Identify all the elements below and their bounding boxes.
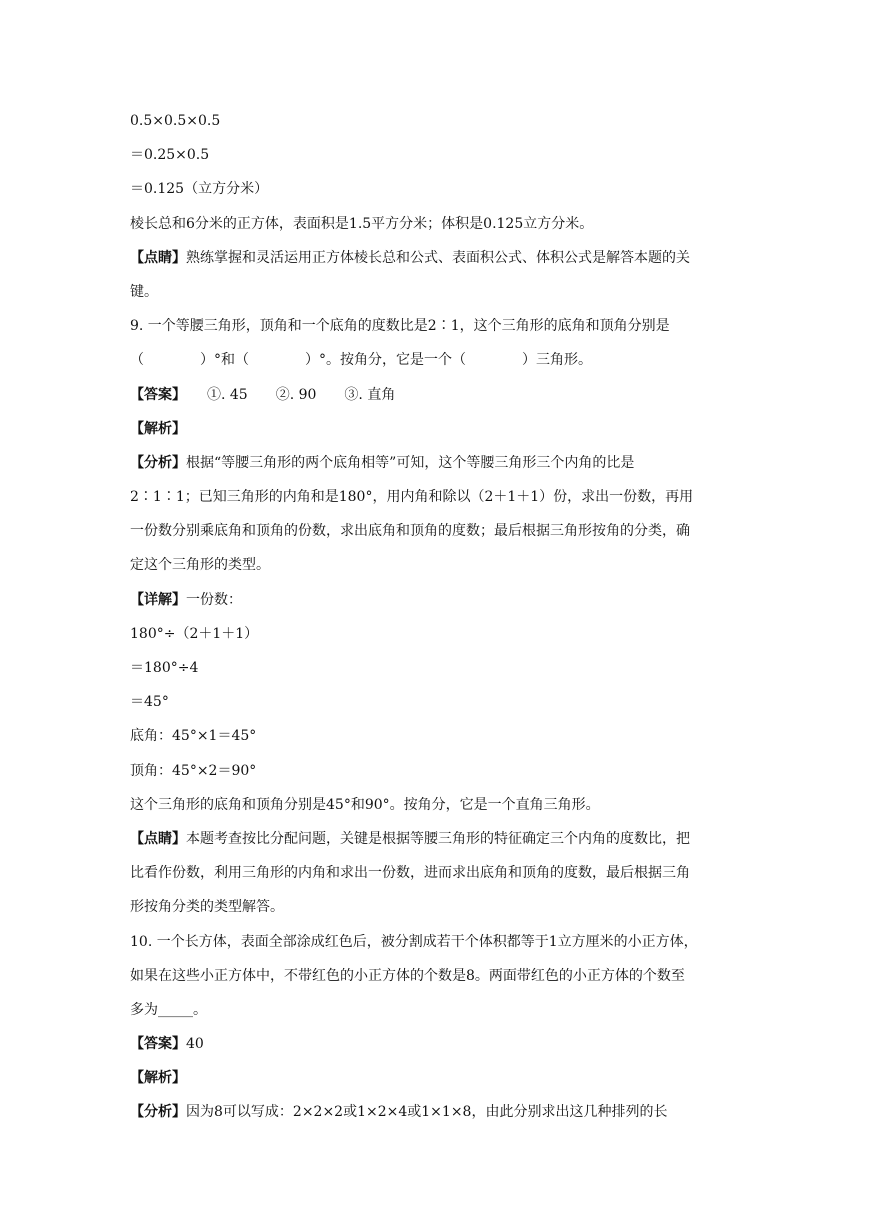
- line-text: 本题考查按比分配问题，关键是根据等腰三角形的特征确定三个内角的度数比，把: [186, 830, 690, 847]
- line-text: 键。: [130, 283, 158, 300]
- line-text: ＝0.125（立方分米）: [130, 181, 269, 198]
- text-line: [130, 788, 742, 822]
- line-text: 形按角分类的类型解答。: [130, 899, 284, 916]
- text-line: [130, 1061, 742, 1095]
- line-text: 一份数：: [186, 591, 242, 608]
- line-text: ①. 45 ②. 90 ③. 直角: [179, 386, 396, 403]
- text-line: [130, 172, 742, 206]
- text-line: [130, 207, 742, 241]
- line-text: 顶角：45°×2＝90°: [130, 762, 257, 779]
- line-text: ＝0.25×0.5: [130, 147, 210, 164]
- text-line: [130, 138, 742, 172]
- section-label: 【详解】: [130, 591, 186, 608]
- text-line: [130, 343, 742, 377]
- text-line: [130, 617, 742, 651]
- text-line: [130, 548, 742, 582]
- line-text: 40: [186, 1036, 204, 1053]
- line-text: 10. 一个长方体，表面全部涂成红色后，被分割成若干个体积都等于1立方厘米的小正方体，: [130, 933, 698, 950]
- text-line: [130, 822, 742, 856]
- line-text: 因为8可以写成：2×2×2或1×2×4或1×1×8，由此分别求出这几种排列的长: [186, 1104, 668, 1121]
- text-line: [130, 412, 742, 446]
- line-text: ＝45°: [130, 694, 169, 711]
- text-line: [130, 241, 742, 275]
- text-line: [130, 754, 742, 788]
- section-label: 【分析】: [130, 454, 186, 471]
- document-page: [130, 104, 742, 1130]
- line-text: 0.5×0.5×0.5: [130, 113, 221, 129]
- line-text: 根据“等腰三角形的两个底角相等”可知，这个等腰三角形三个内角的比是: [186, 454, 635, 471]
- line-text: 这个三角形的底角和顶角分别是45°和90°。按角分，它是一个直角三角形。: [130, 796, 600, 813]
- line-text: 定这个三角形的类型。: [130, 557, 270, 574]
- text-line: [130, 685, 742, 719]
- section-label: 【点睛】: [130, 249, 186, 266]
- line-text: 棱长总和6分米的正方体，表面积是1.5平方分米；体积是0.125立方分米。: [130, 215, 594, 232]
- line-text: （ ）°和（ ）°。按角分，它是一个（ ）三角形。: [130, 352, 592, 369]
- section-label: 【答案】: [130, 1036, 186, 1053]
- line-text: 180°÷（2＋1＋1）: [130, 625, 259, 642]
- section-label: 【点睛】: [130, 830, 186, 847]
- text-line: [130, 890, 742, 924]
- line-text: 如果在这些小正方体中，不带红色的小正方体的个数是8。两面带红色的小正方体的个数至: [130, 967, 685, 984]
- text-line: [130, 104, 742, 138]
- line-text: 2∶1∶1；已知三角形的内角和是180°，用内角和除以（2＋1＋1）份，求出一份数，再用: [130, 489, 694, 506]
- text-line: [130, 959, 742, 993]
- text-line: [130, 275, 742, 309]
- line-text: 比看作份数，利用三角形的内角和求出一份数，进而求出底角和顶角的度数，最后根据三角: [130, 865, 690, 882]
- line-text: 底角：45°×1＝45°: [130, 728, 257, 745]
- text-line: [130, 993, 742, 1027]
- text-line: [130, 856, 742, 890]
- line-text: 多为_____。: [130, 1001, 207, 1018]
- section-label: 【分析】: [130, 1104, 186, 1121]
- text-line: [130, 446, 742, 480]
- text-line: [130, 480, 742, 514]
- section-label: 【答案】: [130, 386, 179, 403]
- text-line: [130, 1027, 742, 1061]
- line-text: 熟练掌握和灵活运用正方体棱长总和公式、表面积公式、体积公式是解答本题的关: [186, 249, 690, 266]
- text-line: [130, 583, 742, 617]
- text-line: [130, 514, 742, 548]
- text-line: [130, 651, 742, 685]
- text-line: [130, 378, 742, 412]
- text-line: [130, 309, 742, 343]
- line-text: 一份数分别乘底角和顶角的份数，求出底角和顶角的度数；最后根据三角形按角的分类，确: [130, 523, 690, 540]
- section-label: 【解析】: [130, 1070, 186, 1087]
- text-line: [130, 1095, 742, 1129]
- line-text: 9. 一个等腰三角形，顶角和一个底角的度数比是2∶1，这个三角形的底角和顶角分别是: [130, 318, 670, 335]
- text-line: [130, 719, 742, 753]
- section-label: 【解析】: [130, 420, 186, 437]
- text-line: [130, 925, 742, 959]
- line-text: ＝180°÷4: [130, 660, 199, 676]
